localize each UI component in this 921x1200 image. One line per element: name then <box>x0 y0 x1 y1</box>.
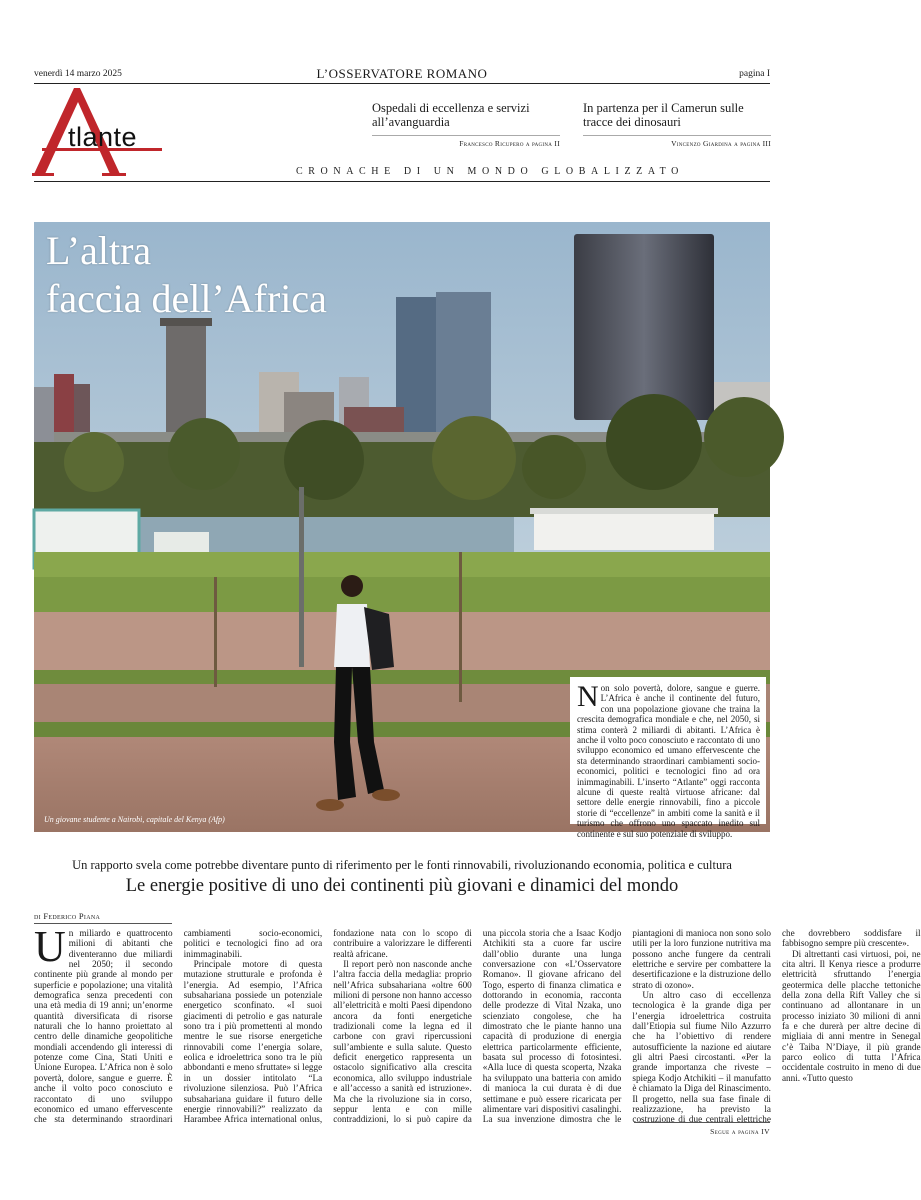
intro-drop-cap: N <box>577 680 599 713</box>
teaser-hospitals[interactable] <box>372 101 560 148</box>
teaser-byline: Francesco Ricupero a pagina II <box>459 139 560 148</box>
article-paragraph: Principale motore di questa mutazione strutturale e profonda è l’energia. Ad esempio, l’Africa subsahariana possiede un potenziale energetico sconfinato. «I suoi giacimenti di petrolio e gas naturale sono tra i più promettenti al mondo mentre le sue risorse energetiche rinnovabili come l’energia solare, eolica e idroelettrica sono tra le più abbondanti e meno sfruttate» si legge in un dossier intitolato “La rivoluzione silenziosa. Può l’Africa subsahariana guidare il futuro delle energie rinnovabili?” realizzato da Harambee Africa international onlus, fondazione nata con lo scopo di contribuire a valorizzare le differenti realtà africane. <box>183 928 472 1125</box>
article-paragraph: Di altrettanti casi virtuosi, poi, ne cita altri. Il Kenya riesce a produrre elettricità sfruttando l’energia geotermica delle placche tettoniche della zona della Rift Valley che si continuano ad allontanare in un processo iniziato 30 milioni di anni fa e che durerà per altre decine di migliaia di anni mentre in Senegal c’è Taiba N’Diaye, il più grande parco eolico di tutta l’Africa occidentale costruito in meno di due anni. «Tutto questo <box>781 948 921 1083</box>
body-drop-cap: U <box>34 922 66 971</box>
teaser-cameroon[interactable] <box>583 101 771 148</box>
intro-text: on solo povertà, dolore, sangue e guerre. L’Africa è anche il continente del futuro, con una popolazione giovane che traina la crescita demografica mondiale e che, nel 2050, si stima conterà 2 miliardi di abitanti. L’Africa è anche il volto poco conosciuto e raccontato di uno sviluppo economico ed umano effervescente che sta determinando straordinari cambiamenti socio-economici, politici e tecnologici fino ad ora inimmaginabili. L’inserto “Atlante” oggi racconta alcune di queste realtà virtuose africane: dal settore delle energie rinnovabili, fino a piccole storie di “eccellenze” in ambiti come la sanità e il turismo che offrono uno spaccato inedito sul continente e sul suo potenziale di sviluppo. <box>577 683 760 839</box>
issue-date: venerdì 14 marzo 2025 <box>34 69 122 79</box>
photo-caption: Un giovane studente a Nairobi, capitale del Kenya (Afp) <box>44 815 225 824</box>
intro-box <box>570 677 766 839</box>
newspaper-name[interactable]: L’OSSERVATORE ROMANO <box>316 66 488 81</box>
lead-photo[interactable] <box>34 222 770 839</box>
teaser-title[interactable]: In partenza per il Camerun sulle tracce dei dinosauri <box>583 101 744 129</box>
article-paragraph: Un altro caso di eccellenza tecnologica è la grande diga per l’energia idroelettrica costruita dall’Etiopia sul fiume Nilo Azzurro che ha l’obiettivo di rendere autosufficiente la nazione ed aiutare gli altri Paesi circostanti. «Per la grande importanza che riveste – spiega Kodjo Atchikiti – il manufatto è chiamato la Diga del Rinascimento. Il progetto, nella sua fase finale di realizzazione, ha previsto la costruzione di due centrali elettriche che dovrebbero soddisfare il fabbisogno sempre più crescente». <box>632 928 921 1125</box>
section-tagline: CRONACHE DI UN MONDO GLOBALIZZATO <box>296 166 684 177</box>
photo-headline[interactable]: L’altra faccia dell’Africa <box>46 228 327 321</box>
article-body <box>34 922 921 1128</box>
atlante-logo[interactable] <box>32 84 202 180</box>
article-title[interactable]: Le energie positive di uno dei continenti più giovani e dinamici del mondo <box>125 876 679 896</box>
article-kicker: Un rapporto svela come potrebbe diventare punto di riferimento per le fonti rinnovabili, rivoluzionando economia, politica e cultura <box>72 858 732 872</box>
article-paragraph: Il report però non nasconde anche l’altra faccia della medaglia: proprio nell’Africa subsahariana «oltre 600 milioni di persone non hanno accesso all’elettricità e molti Paesi dipendono ancora da fonti energetiche tradizionali come la legna ed il carbone con gravi ripercussioni sull’ambiente e sulla salute. Questo deficit energetico rappresenta un ostacolo significativo alla crescita economica, allo sviluppo industriale e all’accesso a sanità ed istruzione». Ma che la rivoluzione sia in corso, seppur lenta e con mille contraddizioni, lo si può capire da una piccola storia che a Isaac Kodjo Atchikiti sta a cuore far uscire dall’oblio durante una lunga conversazione con «L’Osservatore Romano». Il giovane africano del Togo, esperto di finanza climatica e dottorando in economia, racconta delle prodezze di Vital Nzaka, uno scienziato congolese, che ha dimostrato che le piante hanno una capacità di produzione di energia elettrica particolarmente efficiente, basata sul processo di fotosintesi. «Alla luce di questa scoperta, Nzaka ha sviluppato una batteria con amido di manioca la cui durata è di due settimane e può essere ricaricata per alimentare vari dispositivi casalinghi. La sua invenzione dimostra che le piantagioni di manioca non sono solo utili per la loro funzione nutritiva ma possono anche fungere da centrali elettriche e servire per combattere la desertificazione e la distruzione dello strato di ozono». <box>333 928 771 1125</box>
article-paragraph: Un miliardo e quattrocento milioni di abitanti che diventeranno due miliardi nel 2050; il secondo continente più grande al mondo per superficie e popolazione; una vitalità demografica senza precedenti con una età media di 19 anni; un’enorme quantità diversificata di risorse naturali che lo hanno proiettato al centro delle dinamiche geopolitiche mondiali accendendo gli interessi di potenze come Cina, Stati Uniti e Unione Europea. L’Africa non è solo povertà, dolore, sangue e guerre. È anche il volto poco conosciuto e raccontato di uno sviluppo economico ed umano effervescente che sta determinando straordinari cambiamenti socio-economici, politici e tecnologici fino ad ora inimmaginabili. <box>34 922 323 1125</box>
tagline-rule <box>34 181 770 182</box>
logo-wordmark: tlante <box>68 122 138 152</box>
page-number: pagina I <box>739 69 770 79</box>
teaser-byline: Vincenzo Giardina a pagina III <box>671 139 771 148</box>
author-byline: di Federico Piana <box>34 911 101 921</box>
continued-link[interactable]: Segue a pagina IV <box>710 1127 770 1136</box>
teaser-title[interactable]: Ospedali di eccellenza e servizi all’avanguardia <box>372 101 530 129</box>
top-bar <box>34 66 770 82</box>
